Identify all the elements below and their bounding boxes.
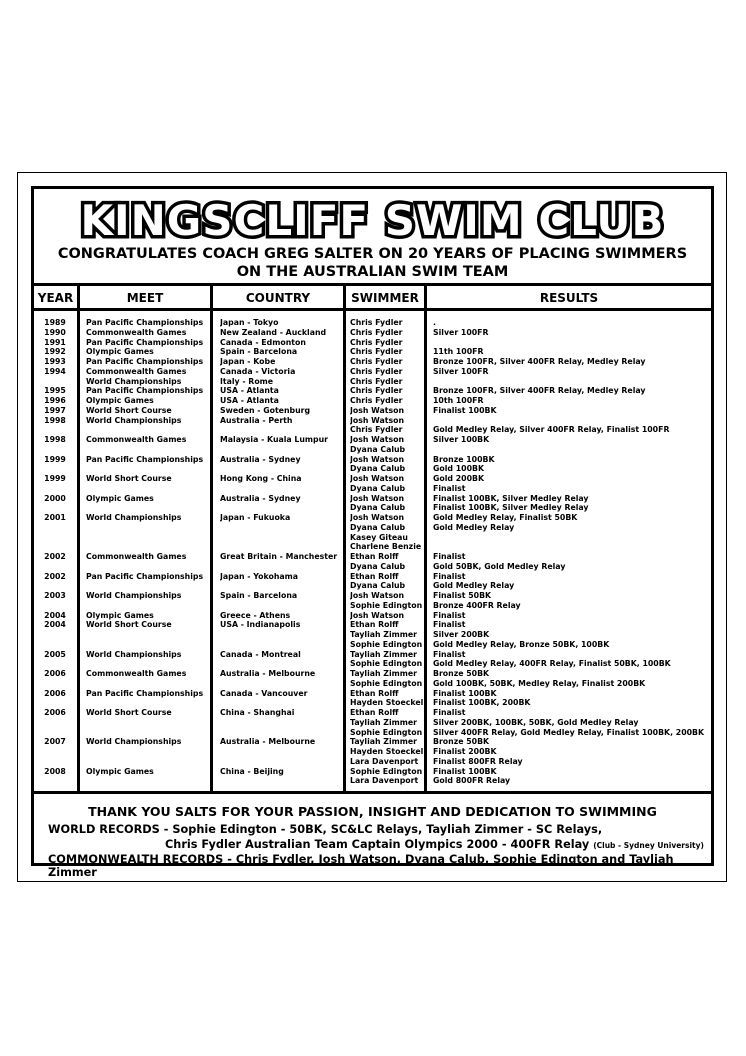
subtitle-line-1: CONGRATULATES COACH GREG SALTER ON 20 YEARS OF PLACING SWIMMERS [57, 246, 688, 262]
year-cell: 2006 [44, 708, 66, 717]
results-cell: Bronze 100BK [433, 454, 495, 464]
results-cell: Gold Medley Relay, Finalist 50BK [433, 513, 578, 522]
year-cell [36, 601, 74, 611]
results-cell: Gold Medley Relay, Silver 400FR Relay, Finalist 100FR [433, 425, 670, 435]
swimmer-cell: Ethan Rolff [350, 571, 399, 581]
results-cell [433, 445, 715, 455]
results-cell: Silver 400FR Relay, Gold Medley Relay, Finalist 100BK, 200BK [433, 727, 705, 737]
swimmer-cell: Lara Davenport [350, 776, 419, 786]
country-cell: USA - Atlanta [220, 386, 279, 396]
results-cell: Gold Medley Relay [433, 522, 515, 532]
results-cell: 10th 100FR [433, 396, 484, 405]
swimmer-cell: Ethan Rolff [350, 688, 399, 698]
country-cell: Sweden - Gotenburg [220, 405, 311, 415]
swimmer-cell: Charlene Benzie [350, 542, 422, 552]
swimmer-cell: Dyana Calub [350, 464, 406, 474]
results-cell: Finalist [433, 649, 466, 659]
year-cell [36, 503, 74, 513]
swimmer-cell: Sophie Edington [350, 727, 423, 737]
swimmer-cell: Dyana Calub [350, 581, 406, 591]
swimmer-cell: Tayliah Zimmer [350, 717, 417, 727]
meet-cell: World Championships [86, 415, 182, 425]
country-cell: Canada - Victoria [220, 366, 296, 376]
meet-cell: Commonwealth Games [86, 669, 187, 678]
year-cell: 1997 [44, 405, 66, 415]
results-cell: Silver 100BK [433, 435, 490, 444]
results-cell [433, 377, 715, 387]
year-cell: 1994 [44, 366, 66, 376]
year-cell: 2000 [44, 493, 66, 503]
swimmer-cell: Dyana Calub [350, 483, 406, 493]
results-cell: Gold Medley Relay [433, 581, 515, 591]
thank-you-line: THANK YOU SALTS FOR YOUR PASSION, INSIGHT AND DEDICATION TO SWIMMING [88, 804, 657, 819]
swimmer-cell: Chris Fydler [350, 425, 403, 435]
results-cell: Finalist [433, 552, 466, 561]
results-cell: Finalist 200BK [433, 747, 497, 756]
results-cell: Bronze 100FR, Silver 400FR Relay, Medley Relay [433, 386, 646, 396]
year-cell [36, 523, 74, 533]
country-cell [220, 562, 348, 572]
honor-board [31, 186, 714, 879]
subtitle [34, 245, 711, 281]
year-cell [36, 377, 74, 387]
results-cell: Finalist 100BK [433, 405, 497, 415]
country-cell [220, 601, 348, 611]
country-cell: Greece - Athens [220, 610, 291, 620]
year-cell: 2003 [44, 591, 66, 600]
meet-cell: World Championships [86, 513, 182, 522]
meet-column [86, 318, 214, 786]
meet-cell [86, 776, 214, 786]
meet-cell: Olympic Games [86, 347, 154, 357]
country-cell [220, 523, 348, 533]
results-cell: Silver 100FR [433, 327, 489, 337]
column-header-meet: MEET [126, 291, 164, 305]
year-cell [36, 562, 74, 572]
swimmer-cell: Ethan Rolff [350, 708, 399, 717]
results-cell: Bronze 100FR, Silver 400FR Relay, Medley Relay [433, 357, 646, 366]
meet-cell: World Championships [86, 649, 182, 659]
year-cell: 1989 [44, 318, 66, 327]
country-cell: Australia - Sydney [220, 454, 301, 464]
header-divider [34, 283, 711, 286]
meet-cell: Commonwealth Games [86, 366, 187, 376]
swimmer-cell: Dyana Calub [350, 561, 406, 571]
swimmer-cell: Chris Fydler [350, 396, 403, 405]
swimmer-cell: Ethan Rolff [350, 620, 399, 630]
year-cell [36, 659, 74, 669]
results-cell: Finalist 100BK, 200BK [433, 698, 531, 708]
results-cell: Finalist [433, 708, 466, 717]
year-column [36, 318, 74, 786]
year-cell: 1999 [44, 474, 66, 483]
meet-cell: World Championships [86, 591, 182, 600]
swimmer-cell: Josh Watson [350, 415, 405, 425]
year-cell [36, 747, 74, 757]
meet-cell: World Short Course [86, 708, 172, 717]
country-cell: Japan - Yokohama [220, 571, 299, 581]
swimmer-column [350, 318, 426, 786]
year-cell [36, 533, 74, 543]
results-cell: 11th 100FR [433, 347, 484, 357]
results-cell: Gold 200BK [433, 474, 484, 483]
year-cell [36, 757, 74, 767]
meet-cell [86, 601, 214, 611]
results-cell: Gold 50BK, Gold Medley Relay [433, 561, 566, 571]
subtitle-line-2: ON THE AUSTRALIAN SWIM TEAM [236, 264, 509, 280]
country-cell [220, 533, 348, 543]
country-cell [220, 698, 348, 708]
year-cell: 2006 [44, 669, 66, 678]
swimmer-cell: Josh Watson [350, 405, 405, 415]
swimmer-cell: Dyana Calub [350, 522, 406, 532]
swimmer-cell: Chris Fydler [350, 337, 403, 347]
year-cell: 1995 [44, 386, 66, 396]
year-cell [36, 425, 74, 435]
year-cell: 1992 [44, 347, 66, 357]
country-cell: New Zealand - Auckland [220, 327, 327, 337]
meet-cell [86, 630, 214, 640]
meet-cell: Pan Pacific Championships [86, 357, 204, 366]
year-cell: 1990 [44, 327, 66, 337]
swimmer-cell: Hayden Stoeckel [350, 698, 424, 708]
year-cell: 2007 [44, 737, 66, 747]
year-cell [36, 728, 74, 738]
country-cell: Canada - Montreal [220, 649, 301, 659]
year-cell: 2004 [44, 610, 66, 620]
results-cell: Finalist 50BK [433, 591, 492, 600]
results-cell: Silver 200BK [433, 630, 490, 639]
country-cell [220, 484, 348, 494]
meet-cell: World Short Course [86, 620, 172, 630]
column-header-country: COUNTRY [245, 291, 311, 305]
year-cell [36, 445, 74, 455]
meet-cell [86, 718, 214, 728]
results-cell: Finalist 800FR Relay [433, 756, 523, 766]
country-cell: USA - Indianapolis [220, 620, 301, 630]
swimmer-cell: Lara Davenport [350, 756, 419, 766]
world-records-line-2 [165, 838, 704, 851]
year-cell: 2002 [44, 571, 66, 581]
results-cell: Gold 100BK [433, 464, 484, 474]
country-cell: Canada - Edmonton [220, 337, 306, 347]
footer-divider [34, 791, 711, 794]
year-cell: 2006 [44, 688, 66, 698]
swimmer-cell: Tayliah Zimmer [350, 669, 417, 678]
year-cell [36, 464, 74, 474]
country-cell [220, 640, 348, 650]
swimmer-cell: Sophie Edington [350, 678, 423, 688]
country-cell: USA - Atlanta [220, 396, 279, 405]
year-cell [36, 542, 74, 552]
swimmer-cell: Chris Fydler [350, 386, 403, 396]
country-cell: Italy - Rome [220, 376, 274, 386]
results-cell: Finalist 100BK, Silver Medley Relay [433, 493, 589, 503]
swimmer-cell: Tayliah Zimmer [350, 630, 417, 639]
year-cell: 2004 [44, 620, 66, 630]
year-cell: 1991 [44, 337, 66, 347]
country-cell: Japan - Fukuoka [220, 513, 291, 522]
swimmer-cell: Dyana Calub [350, 444, 406, 454]
swimmer-cell: Josh Watson [350, 435, 405, 444]
world-records-text: Chris Fydler Australian Team Captain Olympics 2000 - 400FR Relay [165, 838, 590, 851]
meet-cell: World Championships [86, 737, 182, 747]
results-cell: Finalist 100BK, Silver Medley Relay [433, 503, 589, 513]
swimmer-cell: Josh Watson [350, 591, 405, 600]
meet-cell: Olympic Games [86, 610, 154, 620]
column-header-swimmer: SWIMMER [351, 291, 419, 305]
country-cell [220, 757, 348, 767]
country-cell: Spain - Barcelona [220, 347, 298, 357]
meet-cell: Pan Pacific Championships [86, 386, 204, 396]
year-cell: 1998 [44, 415, 66, 425]
swimmer-cell: Josh Watson [350, 513, 405, 522]
meet-cell [86, 757, 214, 767]
results-cell: Gold Medley Relay, Bronze 50BK, 100BK [433, 639, 610, 649]
results-cell: Finalist [433, 571, 466, 581]
meet-cell: Olympic Games [86, 493, 154, 503]
meet-cell: World Short Course [86, 474, 172, 483]
meet-cell [86, 523, 214, 533]
column-header-divider [34, 308, 711, 311]
year-cell [36, 718, 74, 728]
meet-cell: World Short Course [86, 405, 172, 415]
year-cell: 2001 [44, 513, 66, 522]
country-cell: Spain - Barcelona [220, 591, 298, 600]
swimmer-cell: Tayliah Zimmer [350, 649, 417, 659]
year-cell: 1999 [44, 454, 66, 464]
year-cell [36, 640, 74, 650]
country-cell: Australia - Melbourne [220, 737, 316, 747]
results-cell [433, 338, 715, 348]
year-cell [36, 776, 74, 786]
results-cell: Gold 100BK, 50BK, Medley Relay, Finalist 200BK [433, 678, 646, 688]
year-cell: 2002 [44, 552, 66, 561]
swimmer-cell: Kasey Giteau [350, 532, 408, 542]
meet-cell [86, 747, 214, 757]
swimmer-cell: Sophie Edington [350, 659, 423, 669]
results-cell: Gold Medley Relay, 400FR Relay, Finalist 50BK, 100BK [433, 659, 671, 669]
meet-cell: Pan Pacific Championships [86, 454, 204, 464]
swimmer-cell: Josh Watson [350, 610, 405, 620]
meet-cell: Commonwealth Games [86, 552, 187, 561]
meet-cell: Pan Pacific Championships [86, 571, 204, 581]
meet-cell: Pan Pacific Championships [86, 688, 204, 698]
meet-cell: Commonwealth Games [86, 435, 187, 444]
swimmer-cell: Dyana Calub [350, 503, 406, 513]
swimmer-cell: Tayliah Zimmer [350, 737, 417, 747]
country-cell [220, 464, 348, 474]
meet-cell [86, 425, 214, 435]
country-cell: Japan - Tokyo [220, 318, 279, 327]
meet-cell [86, 581, 214, 591]
swimmer-cell: Chris Fydler [350, 347, 403, 357]
country-cell [220, 728, 348, 738]
swimmer-cell: Sophie Edington [350, 766, 423, 776]
year-cell: 1996 [44, 396, 66, 405]
world-records-line-1: WORLD RECORDS - Sophie Edington - 50BK, SC&LC Relays, Tayliah Zimmer - SC Relays, [48, 823, 603, 836]
meet-cell [86, 542, 214, 552]
column-header-year: YEAR [37, 291, 74, 305]
swimmer-cell: Hayden Stoeckel [350, 747, 424, 756]
country-cell [220, 542, 348, 552]
country-cell [220, 425, 348, 435]
results-cell: Bronze 400FR Relay [433, 600, 521, 610]
country-cell: China - Beijing [220, 766, 284, 776]
country-cell [220, 445, 348, 455]
swimmer-cell: Ethan Rolff [350, 552, 399, 561]
country-cell [220, 581, 348, 591]
meet-cell [86, 562, 214, 572]
swimmer-cell: Chris Fydler [350, 376, 403, 386]
meet-cell: Olympic Games [86, 396, 154, 405]
results-cell [433, 542, 715, 552]
country-cell: Japan - Kobe [220, 357, 276, 366]
results-cell: Bronze 50BK [433, 737, 490, 747]
country-cell: Australia - Melbourne [220, 669, 316, 678]
results-cell: Finalist 100BK [433, 688, 497, 698]
meet-cell [86, 698, 214, 708]
country-cell [220, 679, 348, 689]
meet-cell [86, 533, 214, 543]
year-cell [36, 484, 74, 494]
swimmer-cell: Josh Watson [350, 474, 405, 483]
meet-cell [86, 464, 214, 474]
year-cell: 2008 [44, 766, 66, 776]
year-cell [36, 698, 74, 708]
results-cell: Finalist [433, 483, 466, 493]
year-cell [36, 581, 74, 591]
swimmer-cell: Sophie Edington [350, 600, 423, 610]
column-divider [77, 286, 80, 791]
country-cell: Malaysia - Kuala Lumpur [220, 435, 329, 444]
swimmer-cell: Chris Fydler [350, 357, 403, 366]
swimmer-cell: Josh Watson [350, 493, 405, 503]
swimmer-cell: Josh Watson [350, 454, 405, 464]
meet-cell: Pan Pacific Championships [86, 337, 204, 347]
meet-cell [86, 640, 214, 650]
swimmer-cell: Sophie Edington [350, 639, 423, 649]
results-cell: Finalist [433, 620, 466, 630]
country-cell: Great Britain - Manchester [220, 552, 338, 561]
meet-cell [86, 503, 214, 513]
meet-cell: Pan Pacific Championships [86, 318, 204, 327]
swimmer-cell: Chris Fydler [350, 318, 403, 327]
country-cell [220, 747, 348, 757]
year-cell: 2005 [44, 649, 66, 659]
results-cell: Bronze 50BK [433, 669, 490, 678]
meet-cell: World Championships [86, 376, 182, 386]
results-cell: Gold 800FR Relay [433, 776, 511, 786]
country-cell [220, 659, 348, 669]
results-cell [433, 533, 715, 543]
meet-cell [86, 679, 214, 689]
country-cell [220, 718, 348, 728]
country-cell [220, 776, 348, 786]
country-cell: China - Shanghai [220, 708, 295, 717]
meet-cell [86, 728, 214, 738]
world-records-note: (Club - Sydney University) [593, 841, 704, 850]
results-column [433, 318, 715, 786]
country-cell: Hong Kong - China [220, 474, 302, 483]
year-cell: 1998 [44, 435, 66, 444]
meet-cell: Commonwealth Games [86, 327, 187, 337]
swimmer-cell: Chris Fydler [350, 327, 403, 337]
results-cell: . [433, 318, 436, 327]
country-cell [220, 630, 348, 640]
country-column [220, 318, 348, 786]
results-cell: Finalist [433, 610, 466, 620]
commonwealth-records-line: COMMONWEALTH RECORDS - Chris Fydler, Josh Watson, Dyana Calub, Sophie Edington and Tayliah Zimmer [48, 853, 674, 879]
meet-cell: Olympic Games [86, 766, 154, 776]
country-cell: Canada - Vancouver [220, 688, 308, 698]
country-cell [220, 503, 348, 513]
meet-cell [86, 484, 214, 494]
results-cell [433, 416, 715, 426]
country-cell: Australia - Sydney [220, 493, 301, 503]
meet-cell [86, 445, 214, 455]
results-cell: Finalist 100BK [433, 766, 497, 776]
year-cell [36, 630, 74, 640]
year-cell: 1993 [44, 357, 66, 366]
year-cell [36, 679, 74, 689]
results-cell: Silver 100FR [433, 366, 489, 376]
club-title: KINGSCLIFF SWIM CLUB [80, 196, 665, 245]
swimmer-cell: Chris Fydler [350, 366, 403, 376]
meet-cell [86, 659, 214, 669]
results-cell: Silver 200BK, 100BK, 50BK, Gold Medley Relay [433, 717, 639, 727]
column-header-results: RESULTS [539, 291, 599, 305]
country-cell: Australia - Perth [220, 415, 293, 425]
